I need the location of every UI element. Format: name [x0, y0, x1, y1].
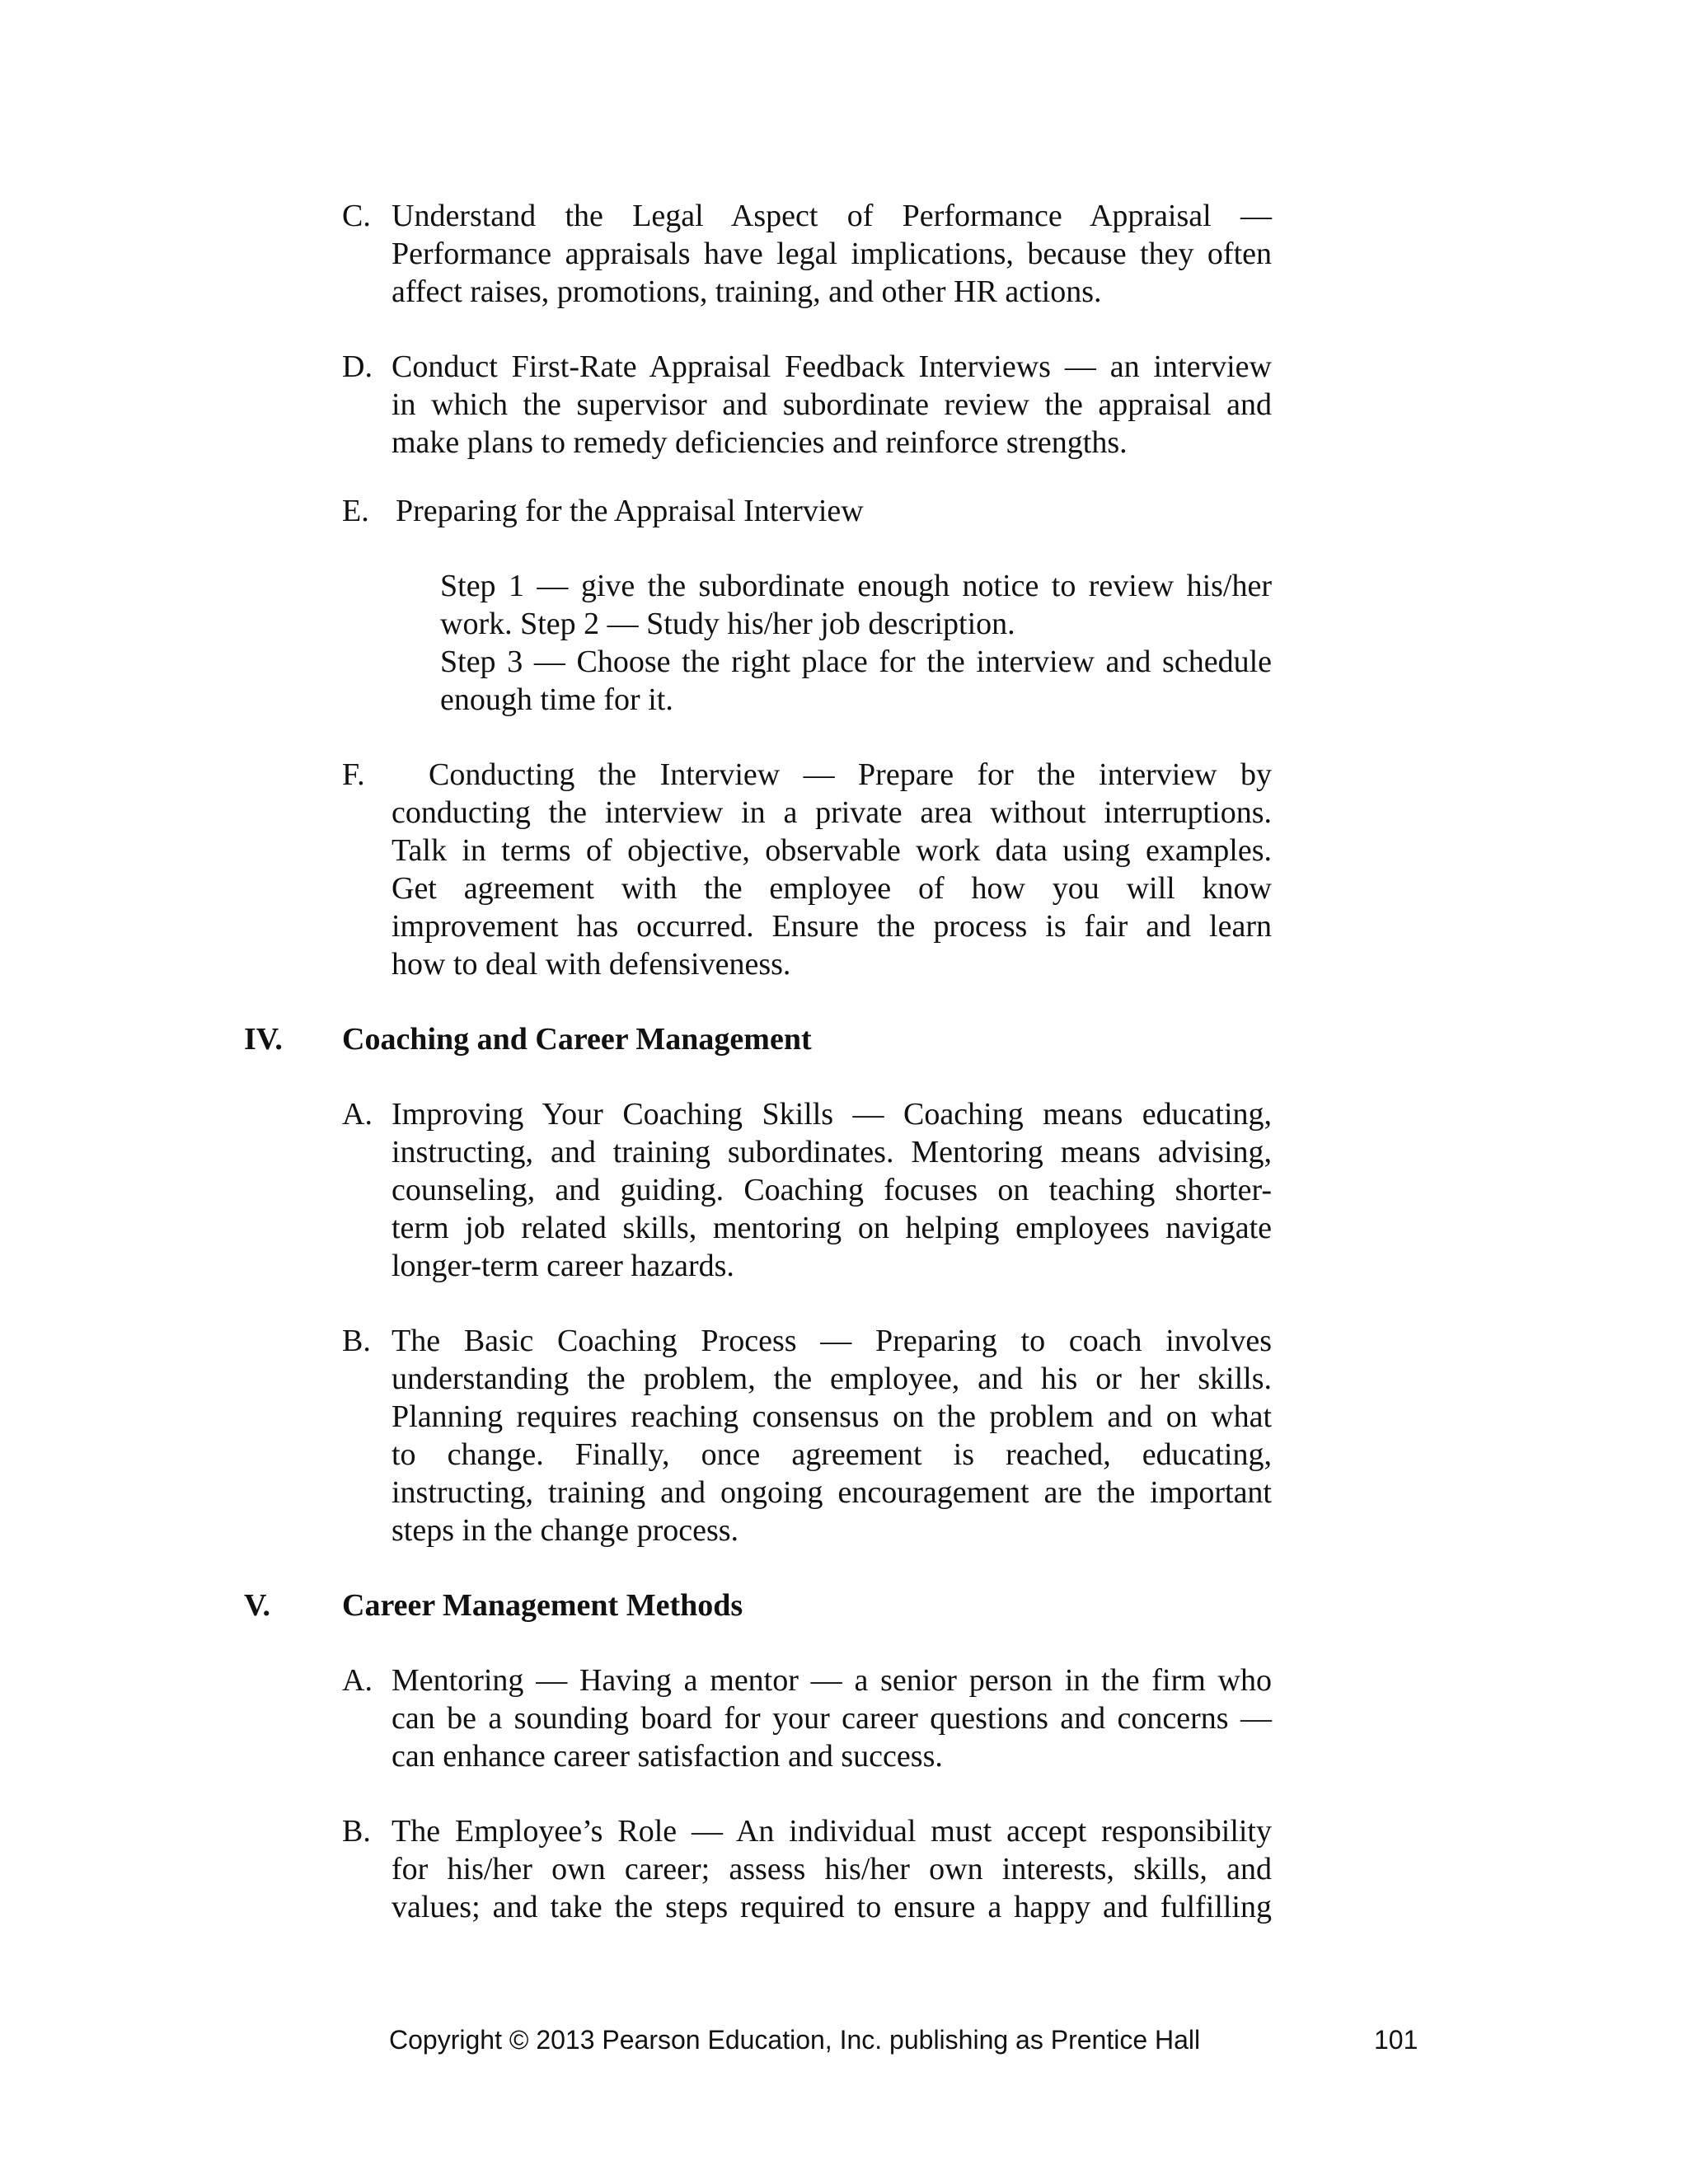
item-v-b-line-1: The Employee’s Role — An individual must accept responsibility	[392, 1814, 1272, 1849]
item-e-step-line-4: enough time for it.	[440, 682, 673, 717]
item-v-b-line-3: values; and take the steps required to ensure a happy and fulfilling	[392, 1890, 1272, 1924]
item-e-step-line-2: work. Step 2 — Study his/her job description.	[440, 607, 1015, 641]
section-v-heading: Career Management Methods	[342, 1588, 743, 1623]
item-e-marker: E.	[342, 494, 369, 528]
item-iv-b-marker: B.	[342, 1324, 371, 1358]
item-v-a-marker: A.	[342, 1663, 373, 1698]
item-v-b-marker: B.	[342, 1814, 371, 1849]
item-iv-a-marker: A.	[342, 1097, 373, 1132]
item-v-b-line-2: for his/her own career; assess his/her own interests, skills, and	[392, 1852, 1272, 1886]
item-c-line-1: Understand the Legal Aspect of Performance Appraisal —	[392, 199, 1272, 233]
item-iv-a-line-3: counseling, and guiding. Coaching focuses on teaching shorter-	[392, 1173, 1272, 1207]
item-iv-b-line-1: The Basic Coaching Process — Preparing to coach involves	[392, 1324, 1272, 1358]
item-f-line-2: conducting the interview in a private area without interruptions.	[392, 795, 1272, 830]
item-iv-b-line-5: instructing, training and ongoing encouragement are the important	[392, 1475, 1272, 1510]
section-iv-numeral: IV.	[244, 1022, 283, 1057]
item-f-marker: F.	[342, 757, 365, 792]
item-iv-a-line-2: instructing, and training subordinates. Mentoring means advising,	[392, 1135, 1272, 1169]
item-e-title: Preparing for the Appraisal Interview	[396, 494, 864, 528]
section-v-numeral: V.	[244, 1588, 271, 1623]
item-d-line-2: in which the supervisor and subordinate review the appraisal and	[392, 387, 1272, 422]
item-d-line-1: Conduct First-Rate Appraisal Feedback Interviews — an interview	[392, 349, 1272, 384]
item-f-line-5: improvement has occurred. Ensure the process is fair and learn	[392, 909, 1272, 944]
item-e-step-line-1: Step 1 — give the subordinate enough notice to review his/her	[440, 569, 1272, 603]
footer-copyright: Copyright © 2013 Pearson Education, Inc. publishing as Prentice Hall	[389, 2025, 1201, 2055]
item-f-line-3: Talk in terms of objective, observable work data using examples.	[392, 833, 1272, 868]
item-f-line-6: how to deal with defensiveness.	[392, 947, 791, 982]
item-f-line-1: Conducting the Interview — Prepare for the interview by	[429, 757, 1272, 792]
item-iv-b-line-3: Planning requires reaching consensus on the problem and on what	[392, 1399, 1272, 1434]
page-number: 101	[1374, 2025, 1418, 2055]
item-c-marker: C.	[342, 199, 371, 233]
item-iv-a-line-1: Improving Your Coaching Skills — Coaching means educating,	[392, 1097, 1272, 1132]
item-c-line-2: Performance appraisals have legal implications, because they often	[392, 237, 1272, 271]
item-iv-a-line-5: longer-term career hazards.	[392, 1249, 734, 1283]
item-d-marker: D.	[342, 349, 373, 384]
item-iv-a-line-4: term job related skills, mentoring on helping employees navigate	[392, 1211, 1272, 1245]
item-d-line-3: make plans to remedy deficiencies and reinforce strengths.	[392, 425, 1128, 460]
item-v-a-line-3: can enhance career satisfaction and success.	[392, 1739, 943, 1774]
item-v-a-line-1: Mentoring — Having a mentor — a senior person in the firm who	[392, 1663, 1272, 1698]
item-iv-b-line-6: steps in the change process.	[392, 1513, 739, 1548]
item-e-step-line-3: Step 3 — Choose the right place for the interview and schedule	[440, 644, 1272, 679]
section-iv-heading: Coaching and Career Management	[342, 1022, 812, 1057]
item-c-line-3: affect raises, promotions, training, and other HR actions.	[392, 274, 1102, 309]
item-iv-b-line-4: to change. Finally, once agreement is reached, educating,	[392, 1437, 1272, 1472]
item-f-line-4: Get agreement with the employee of how you will know	[392, 871, 1272, 906]
item-v-a-line-2: can be a sounding board for your career questions and concerns —	[392, 1701, 1272, 1736]
item-iv-b-line-2: understanding the problem, the employee, and his or her skills.	[392, 1361, 1272, 1396]
